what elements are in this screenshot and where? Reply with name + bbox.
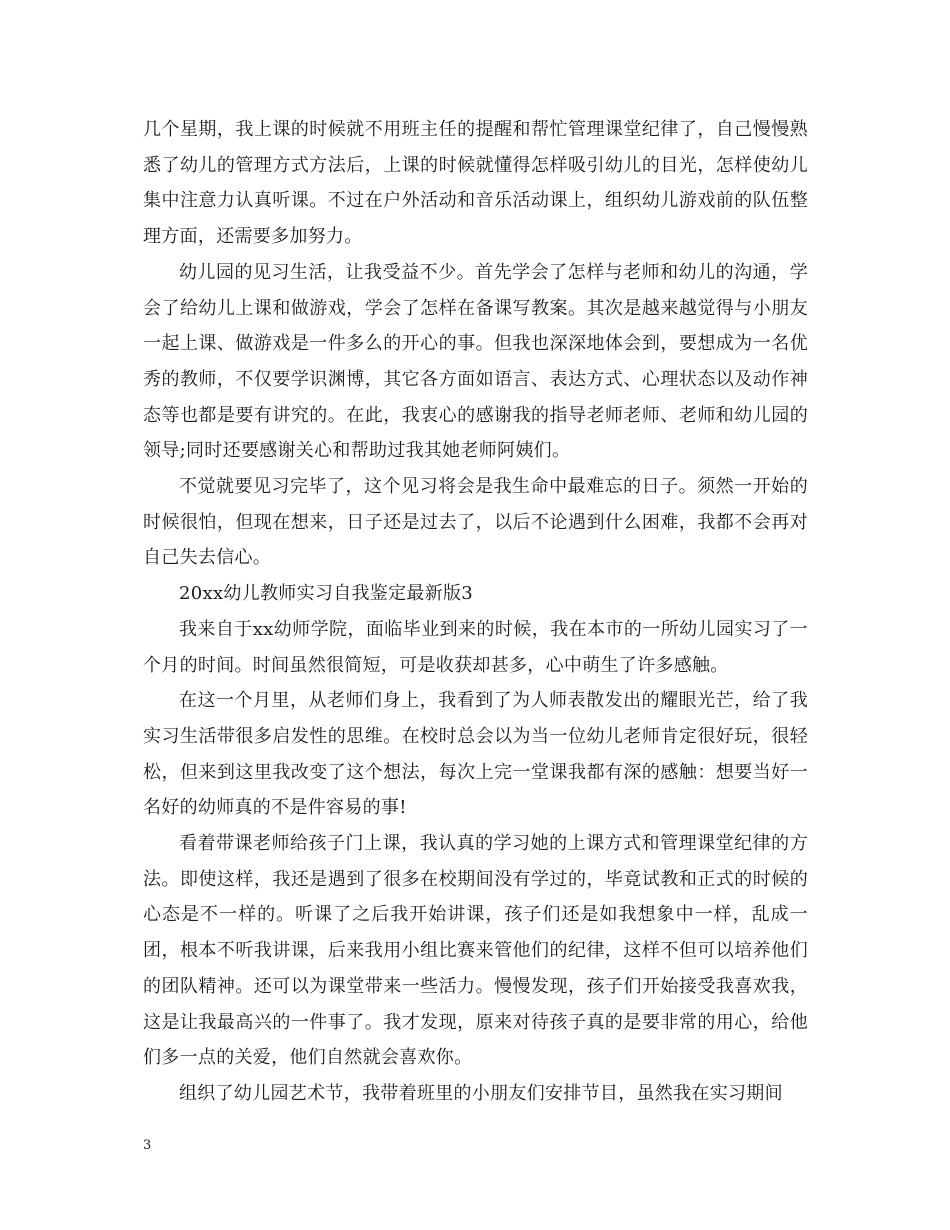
page-number: 3: [143, 1138, 152, 1153]
paragraph-5: 在这一个月里，从老师们身上，我看到了为人师表散发出的耀眼光芒，给了我实习生活带很多启发性的思维。在校时总会以为当一位幼儿老师肯定很好玩，很轻松，但来到这里我改变了这个想法，每次上完一堂课我都有深的感触：想要当好一名好的幼师真的不是件容易的事!: [143, 690, 808, 819]
paragraph-1: 几个星期，我上课的时候就不用班主任的提醒和帮忙管理课堂纪律了，自己慢慢熟悉了幼儿的管理方式方法后，上课的时候就懂得怎样吸引幼儿的目光，怎样使幼儿集中注意力认真听课。不过在户外活动和音乐活动课上，组织幼儿游戏前的队伍整理方面，还需要多加努力。: [143, 119, 808, 248]
paragraph-6: 看着带课老师给孩子门上课，我认真的学习她的上课方式和管理课堂纪律的方法。即使这样，我还是遇到了很多在校期间没有学过的，毕竟试教和正式的时候的心态是不一样的。听课了之后我开始讲课，孩子们还是如我想象中一样，乱成一团，根本不听我讲课，后来我用小组比赛来管他们的纪律，这样不但可以培养他们的团队精神。还可以为课堂带来一些活力。慢慢发现，孩子们开始接受我喜欢我，这是让我最高兴的一件事了。我才发现，原来对待孩子真的是要非常的用心，给他们多一点的关爱，他们自然就会喜欢你。: [143, 833, 808, 1069]
paragraph-3: 不觉就要见习完毕了，这个见习将会是我生命中最难忘的日子。须然一开始的时候很怕，但现在想来，日子还是过去了，以后不论遇到什么困难，我都不会再对自己失去信心。: [143, 476, 808, 569]
document-body: [143, 112, 808, 1112]
paragraph-4: 我来自于xx幼师学院，面临毕业到来的时候，我在本市的一所幼儿园实习了一个月的时间。时间虽然很简短，可是收获却甚多，心中萌生了许多感触。: [143, 618, 808, 676]
paragraph-2: 幼儿园的见习生活，让我受益不少。首先学会了怎样与老师和幼儿的沟通，学会了给幼儿上课和做游戏，学会了怎样在备课写教案。其次是越来越觉得与小朋友一起上课、做游戏是一件多么的开心的事。但我也深深地体会到，要想成为一名优秀的教师，不仅要学识渊博，其它各方面如语言、表达方式、心理状态以及动作神态等也都是要有讲究的。在此，我衷心的感谢我的指导老师老师、老师和幼儿园的领导;同时还要感谢关心和帮助过我其她老师阿姨们。: [143, 261, 808, 462]
section-heading: 20xx幼儿教师实习自我鉴定最新版3: [179, 583, 474, 605]
paragraph-7: 组织了幼儿园艺术节，我带着班里的小朋友们安排节目，虽然我在实习期间: [179, 1082, 783, 1104]
